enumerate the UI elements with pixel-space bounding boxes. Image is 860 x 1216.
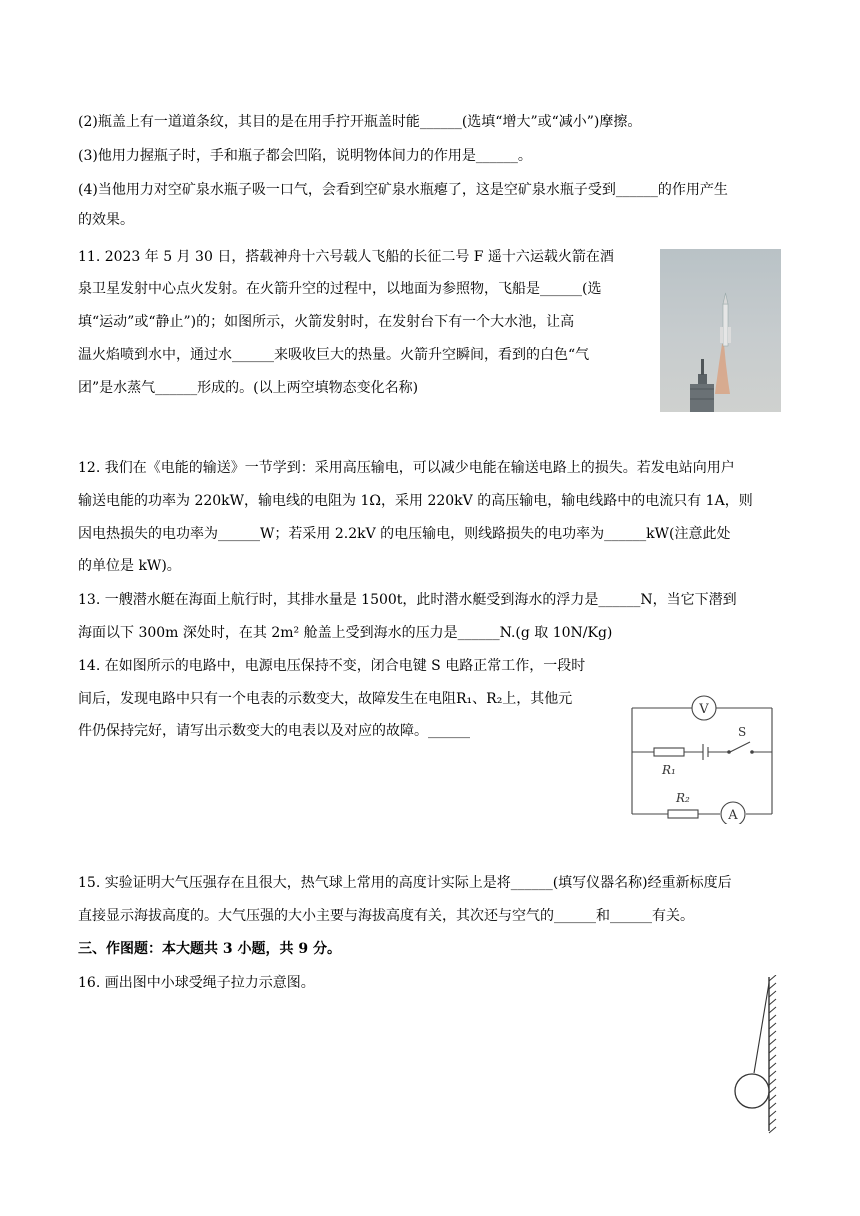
q10-part4-text-cont: 的效果。 xyxy=(78,212,134,228)
q11-text-line5: 团”是水蒸气______形成的。(以上两空填物态变化名称) xyxy=(78,380,419,396)
q15-text-line1: 15. 实验证明大气压强存在且很大，热气球上常用的高度计实际上是将______(填写仪器名称)经重新标度后 xyxy=(78,875,732,891)
switch-label: S xyxy=(738,725,747,739)
q11-text-line3: 填“运动”或“静止”)的；如图所示，火箭发射时，在发射台下有一个大水池，让高 xyxy=(78,314,575,330)
q14-text-line1: 14. 在如图所示的电路中，电源电压保持不变，闭合电键 S 电路正常工作，一段时 xyxy=(78,658,586,674)
q12-text-line3: 因电热损失的电功率为______W；若采用 2.2kV 的电压输电，则线路损失的电功率为______kW(注意此处 xyxy=(78,526,731,542)
r1-label: R₁ xyxy=(662,763,676,777)
voltmeter-label: V xyxy=(699,702,709,717)
circuit-diagram xyxy=(628,690,776,824)
q16-text: 16. 画出图中小球受绳子拉力示意图。 xyxy=(78,975,315,991)
ammeter-label: A xyxy=(728,808,738,823)
q12-text-line2: 输送电能的功率为 220kW，输电线的电阻为 1Ω，采用 220kV 的高压输电，输电线路中的电流只有 1A，则 xyxy=(78,493,753,509)
q14-text-line2: 间后，发现电路中只有一个电表的示数变大，故障发生在电阻R₁、R₂上，其他元 xyxy=(78,691,573,707)
q12-text-line4: 的单位是 kW)。 xyxy=(78,558,181,574)
rocket-launch-photo xyxy=(660,249,781,412)
q13-text-line1: 13. 一艘潜水艇在海面上航行时，其排水量是 1500t，此时潜水艇受到海水的浮力是______N，当它下潜到 xyxy=(78,592,737,608)
q11-text-line2: 泉卫星发射中心点火发射。在火箭升空的过程中，以地面为参照物，飞船是______(选 xyxy=(78,281,602,297)
pendulum-figure xyxy=(730,975,790,1135)
section3-heading: 三、作图题：本大题共 3 小题，共 9 分。 xyxy=(78,941,341,957)
q11-text-line1: 11. 2023 年 5 月 30 日，搭载神舟十六号载人飞船的长征二号 F 遥十六运载火箭在酒 xyxy=(78,249,614,265)
q15-text-line2: 直接显示海拔高度的。大气压强的大小主要与海拔高度有关，其次还与空气的______和______有关。 xyxy=(78,908,694,924)
q10-part4-text: (4)当他用力对空矿泉水瓶子吸一口气，会看到空矿泉水瓶瘪了，这是空矿泉水瓶子受到______的作用产生 xyxy=(78,182,728,198)
q10-part3-text: (3)他用力握瓶子时，手和瓶子都会凹陷，说明物体间力的作用是______。 xyxy=(78,148,532,164)
q12-text-line1: 12. 我们在《电能的输送》一节学到：采用高压输电，可以减少电能在输送电路上的损失。若发电站向用户 xyxy=(78,460,735,476)
q10-part2-text: (2)瓶盖上有一道道条纹，其目的是在用手拧开瓶盖时能______(选填“增大”或“减小”)摩擦。 xyxy=(78,114,642,130)
q13-text-line2: 海面以下 300m 深处时，在其 2m² 舱盖上受到海水的压力是______N.(g 取 10N/Kg) xyxy=(78,625,613,641)
q11-text-line4: 温火焰喷到水中，通过水______来吸收巨大的热量。火箭升空瞬间，看到的白色“气 xyxy=(78,347,590,363)
q14-text-line3: 件仍保持完好，请写出示数变大的电表以及对应的故障。______ xyxy=(78,723,470,739)
r2-label: R₂ xyxy=(676,791,690,805)
